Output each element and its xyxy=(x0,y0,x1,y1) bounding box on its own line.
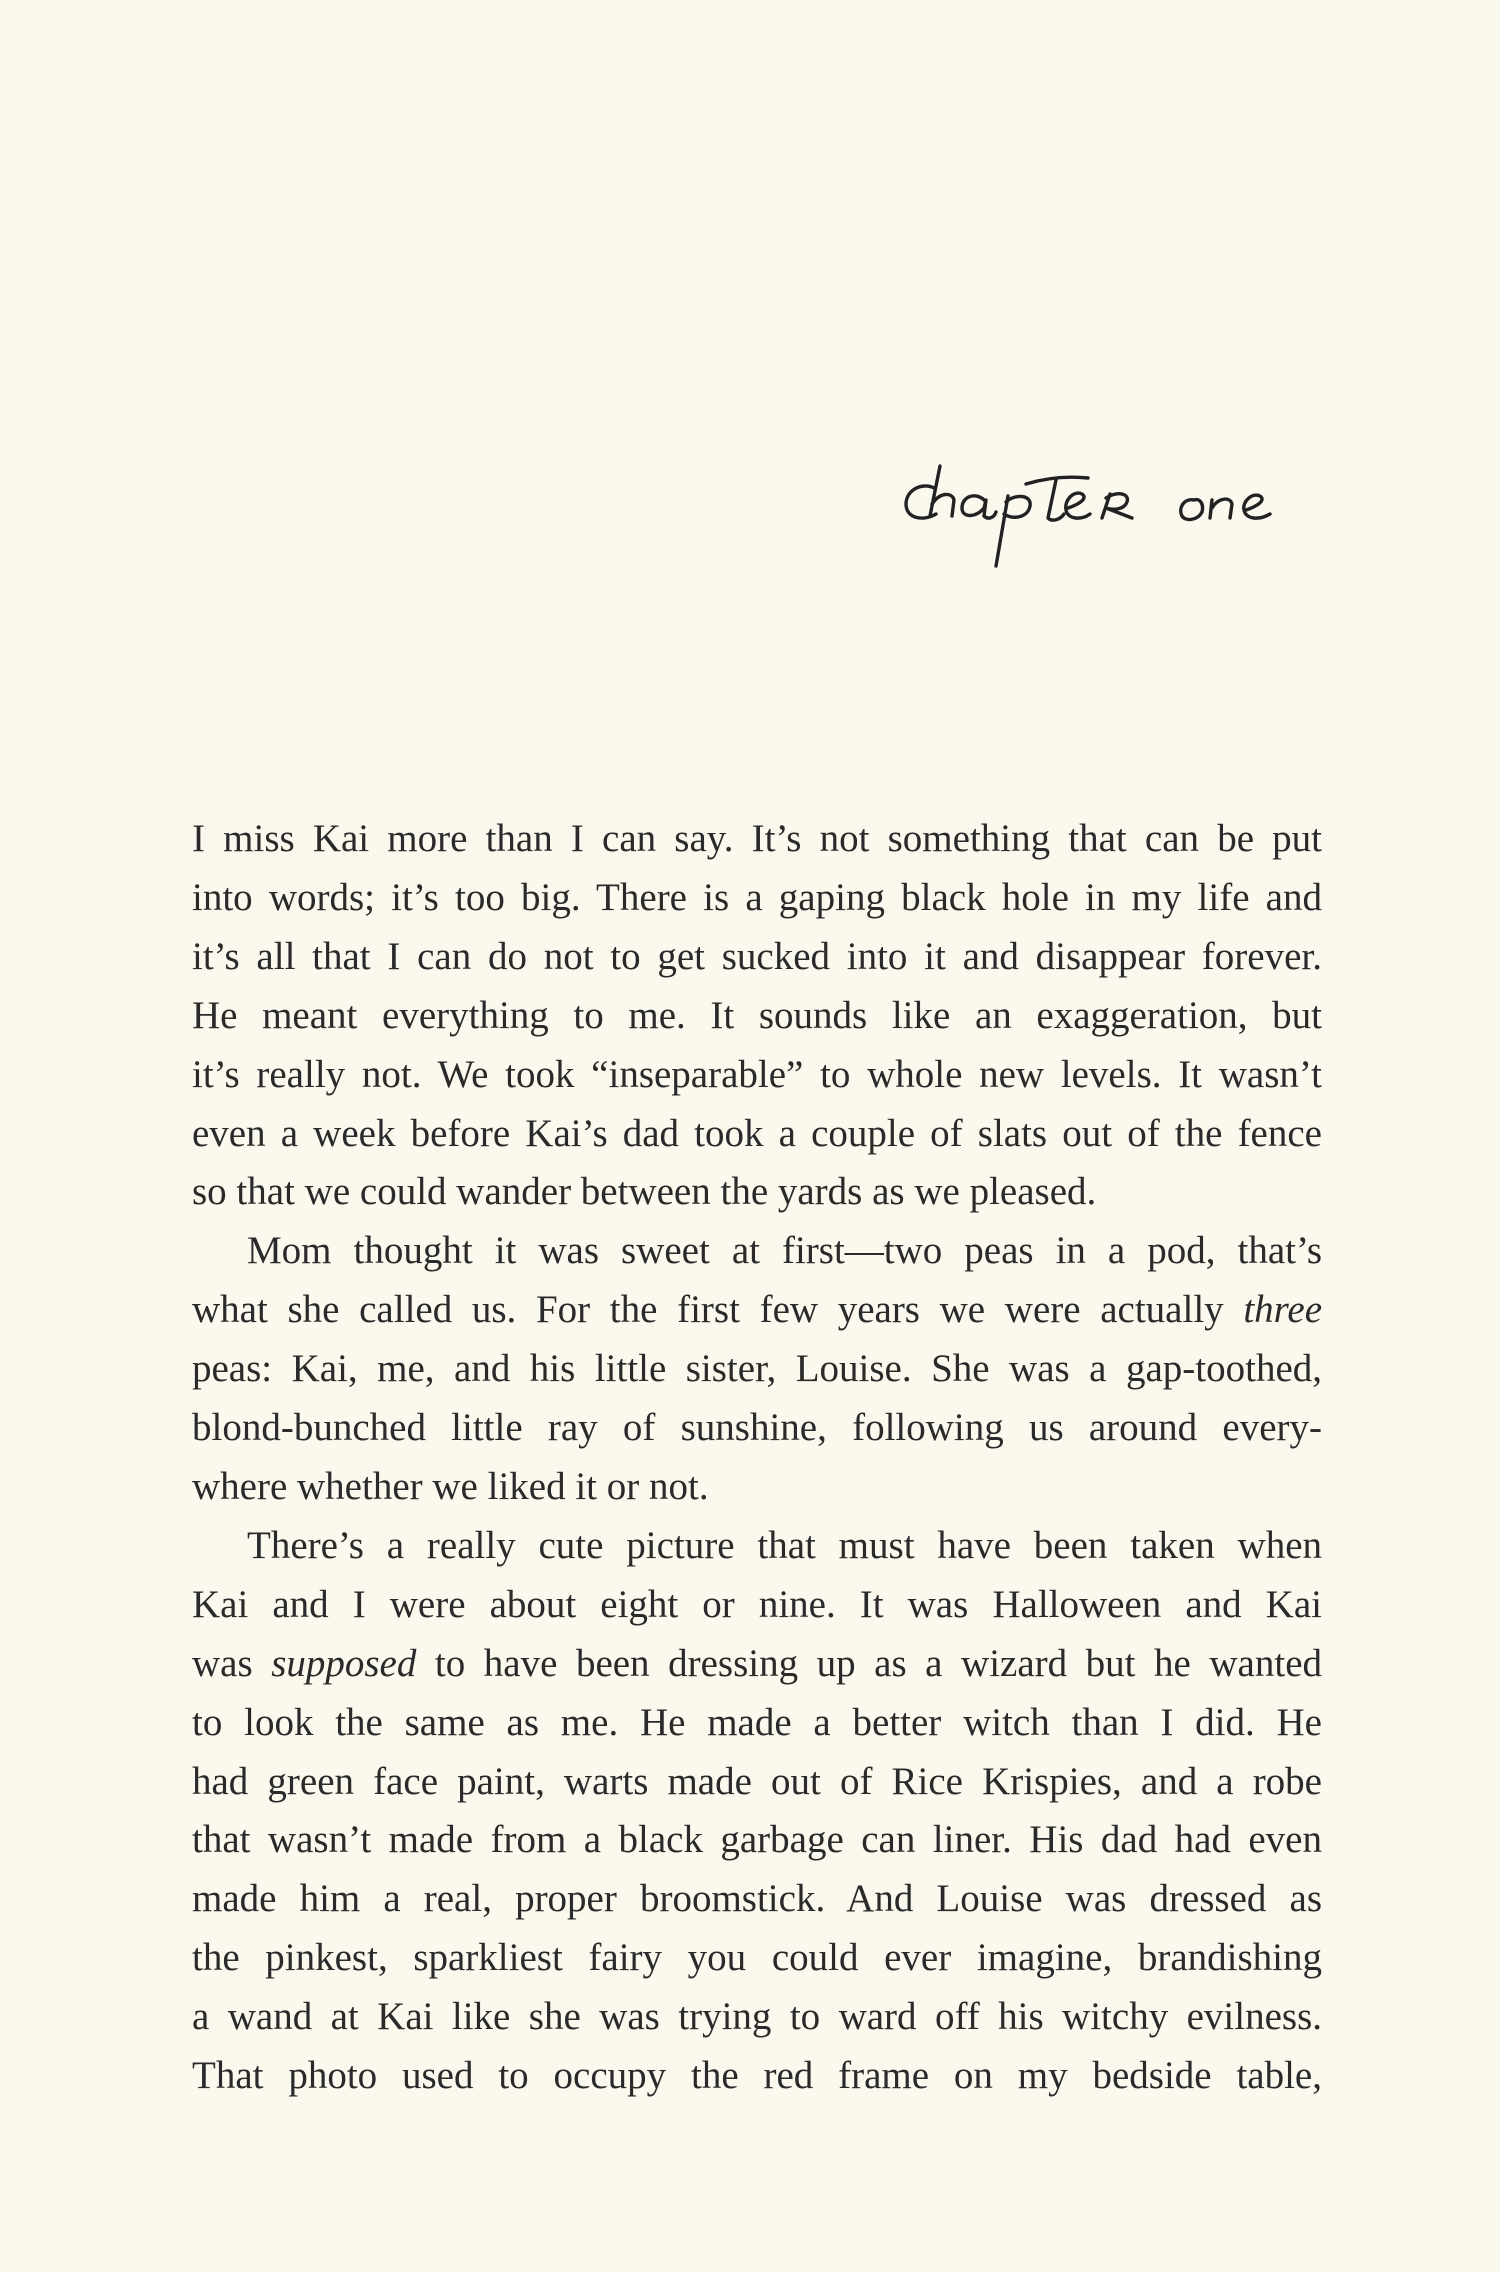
text-segment: what she called us. For the first few years we were actually xyxy=(192,1288,1244,1332)
text-segment: to have been dressing up as a wizard but he wanted xyxy=(416,1641,1323,1685)
text-line: peas: Kai, me, and his little sister, Louise. She was a gap-toothed, xyxy=(192,1347,1322,1391)
text-line: had green face paint, warts made out of Rice Krispies, and a robe xyxy=(192,1759,1322,1803)
emphasized-word: supposed xyxy=(271,1641,417,1685)
text-line: There’s a really cute picture that must have been taken when xyxy=(247,1523,1322,1567)
paragraph-1 xyxy=(192,810,1322,1222)
text-line: it’s all that I can do not to get sucked into it and disappear forever. xyxy=(192,934,1322,978)
handwritten-chapter-title xyxy=(892,438,1342,568)
paragraph-3 xyxy=(192,1517,1322,2106)
chapter-heading xyxy=(892,438,1342,568)
text-line: even a week before Kai’s dad took a couple of slats out of the fence xyxy=(192,1111,1322,1155)
text-line: that wasn’t made from a black garbage can liner. His dad had even xyxy=(192,1818,1322,1862)
text-line: blond-bunched little ray of sunshine, following us around every- xyxy=(192,1406,1322,1450)
text-line: the pinkest, sparkliest fairy you could ever imagine, brandishing xyxy=(192,1936,1322,1980)
chapter-body xyxy=(192,810,1322,2106)
text-line: it’s really not. We took “inseparable” to whole new levels. It wasn’t xyxy=(192,1052,1322,1096)
text-line: Mom thought it was sweet at first—two peas in a pod, that’s xyxy=(247,1229,1322,1273)
text-line xyxy=(192,1281,1322,1340)
text-line: into words; it’s too big. There is a gaping black hole in my life and xyxy=(192,875,1322,919)
paragraph-2 xyxy=(192,1222,1322,1517)
text-line: I miss Kai more than I can say. It’s not something that can be put xyxy=(192,817,1322,860)
text-line: where whether we liked it or not. xyxy=(192,1464,709,1508)
text-line: Kai and I were about eight or nine. It was Halloween and Kai xyxy=(192,1582,1322,1626)
text-line: a wand at Kai like she was trying to ward off his witchy evilness. xyxy=(192,1995,1322,2039)
emphasized-word: three xyxy=(1243,1288,1322,1332)
text-line: to look the same as me. He made a better witch than I did. He xyxy=(192,1700,1322,1744)
text-line: so that we could wander between the yards as we pleased. xyxy=(192,1170,1097,1214)
text-segment: was xyxy=(192,1641,272,1685)
text-line xyxy=(192,1635,1322,1694)
text-line: made him a real, proper broomstick. And Louise was dressed as xyxy=(192,1877,1322,1921)
text-line: That photo used to occupy the red frame on my bedside table, xyxy=(192,2054,1322,2098)
text-line: He meant everything to me. It sounds like an exaggeration, but xyxy=(192,993,1322,1037)
